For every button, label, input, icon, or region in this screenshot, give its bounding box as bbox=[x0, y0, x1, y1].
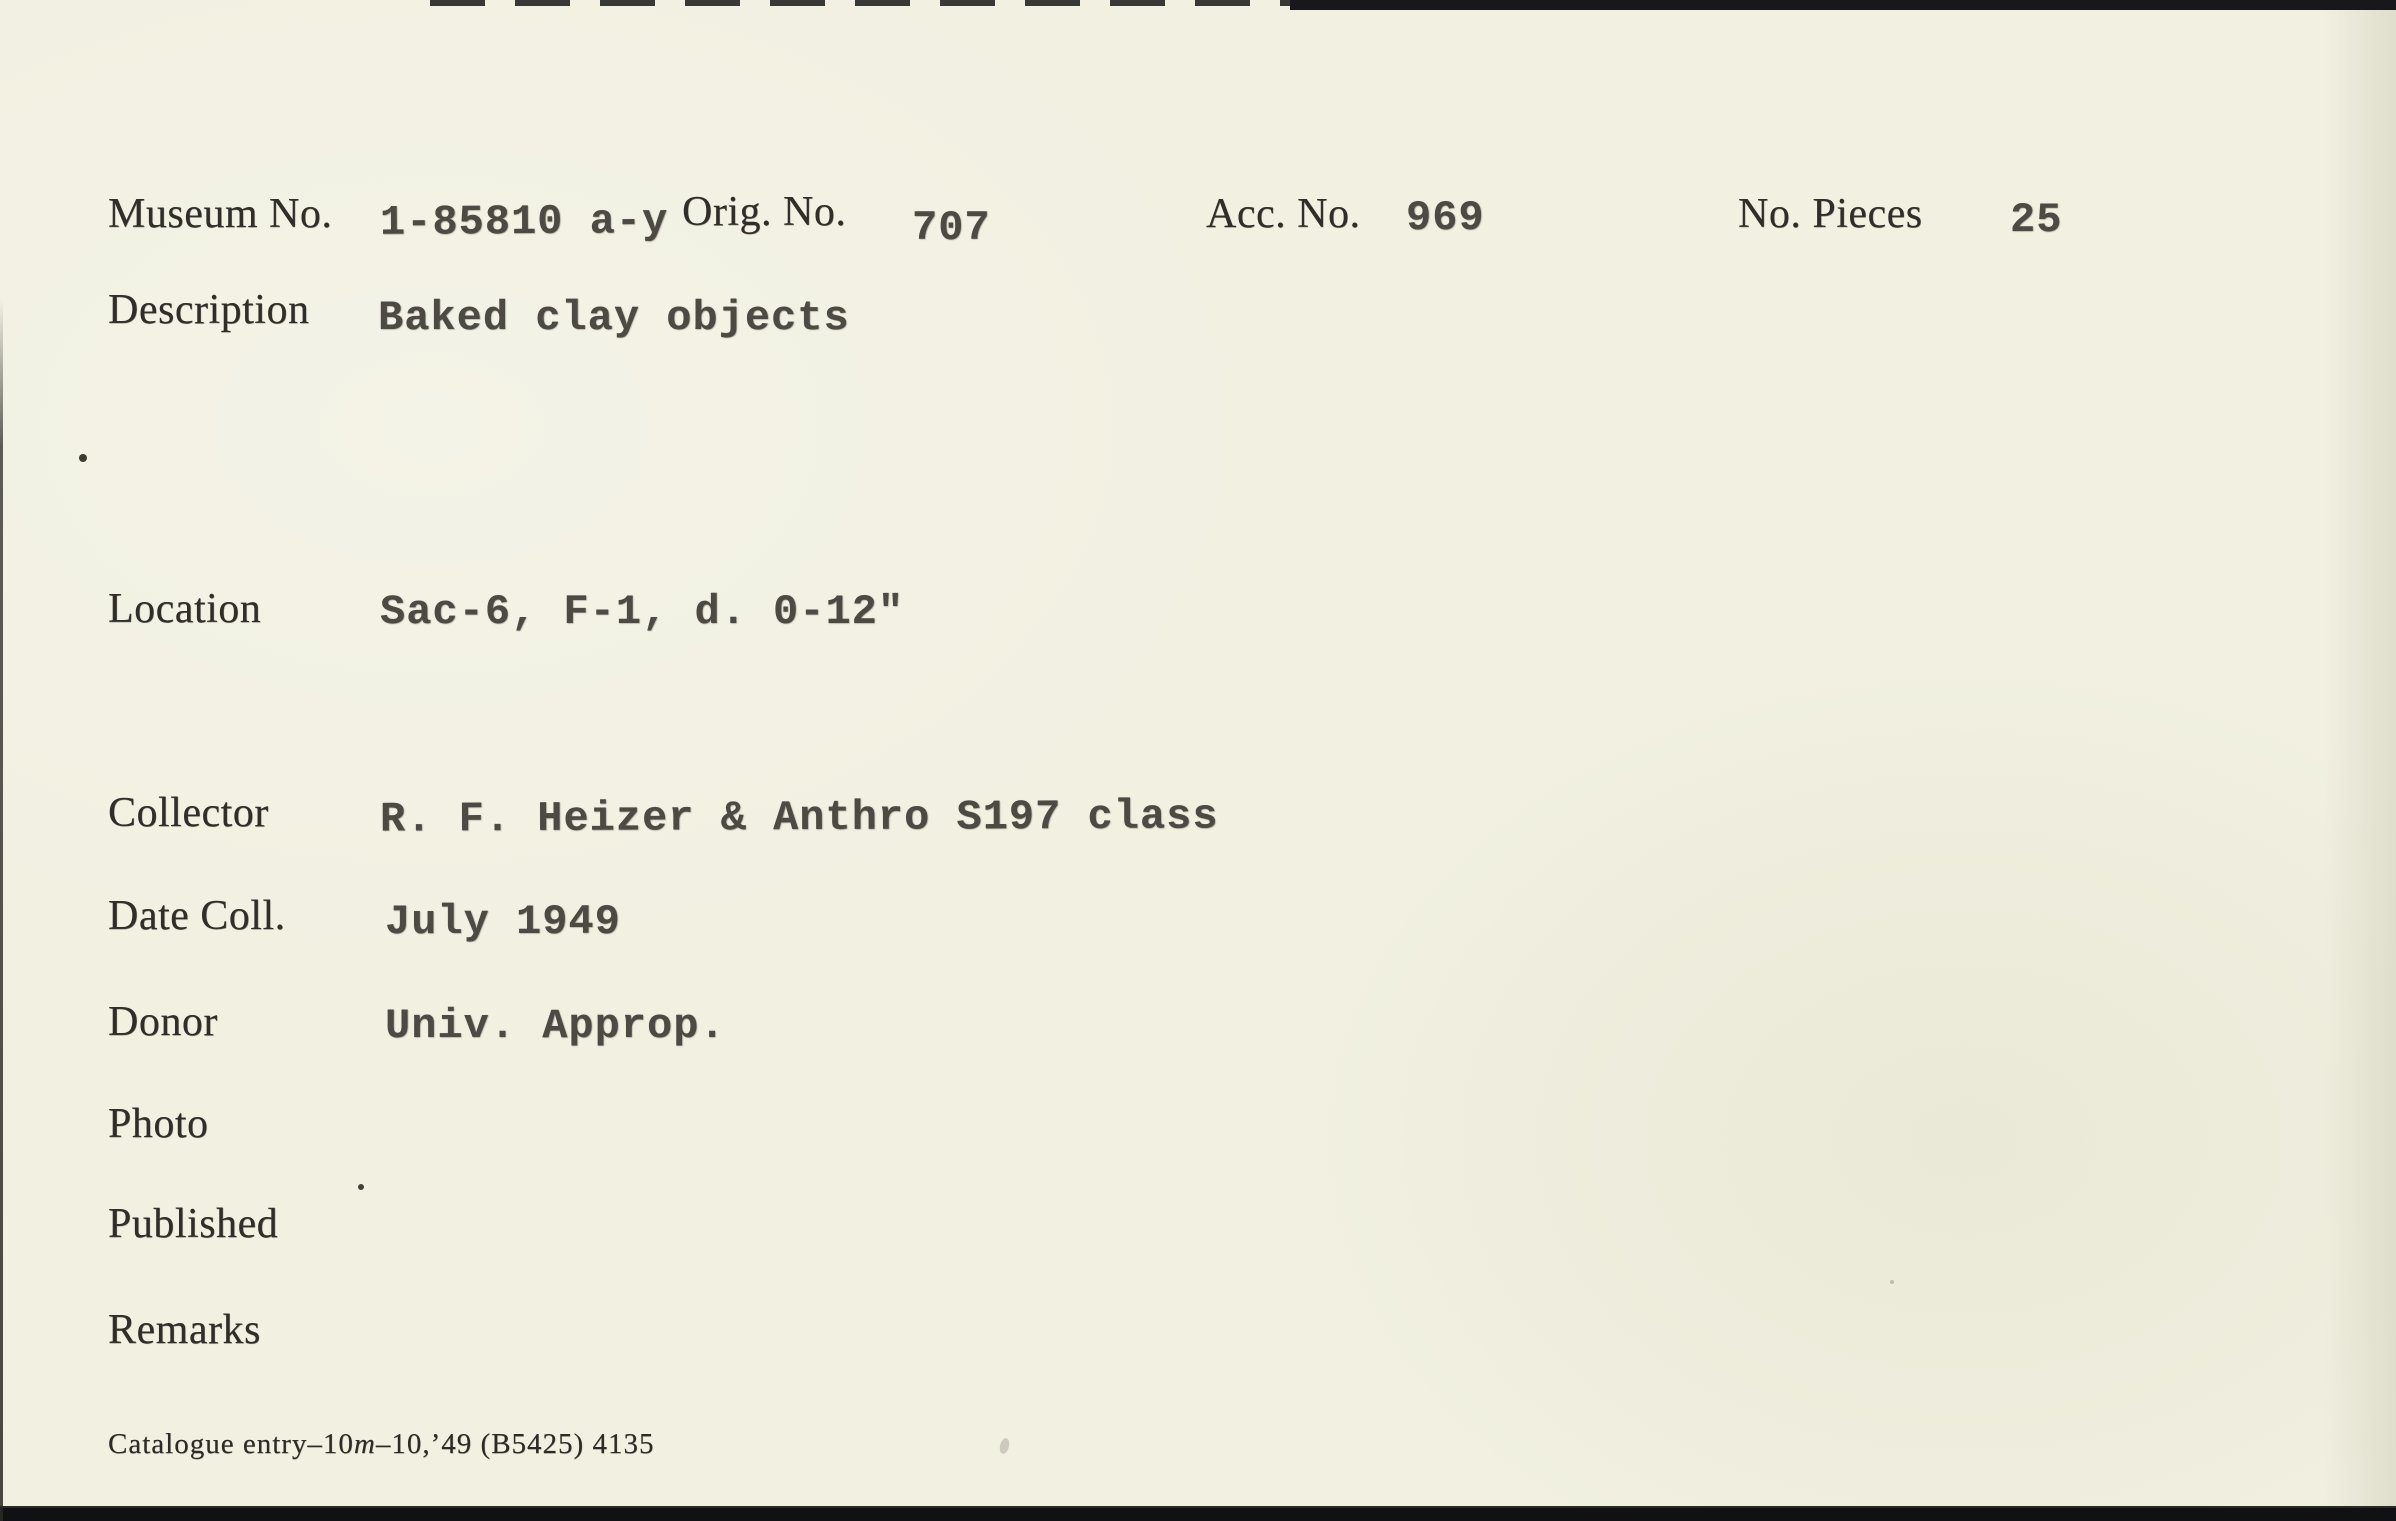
field-label-donor: Donor bbox=[108, 999, 218, 1045]
field-value-no-pieces: 25 bbox=[2010, 196, 2063, 244]
catalogue-entry-note-pre: Catalogue entry–10 bbox=[108, 1428, 354, 1460]
field-label-published: Published bbox=[108, 1201, 279, 1247]
paper-speck bbox=[358, 1184, 364, 1190]
catalogue-entry-note-post: –10,’49 (B5425) 4135 bbox=[375, 1428, 655, 1460]
scan-edge-top bbox=[1290, 0, 2396, 10]
field-value-description: Baked clay objects bbox=[378, 294, 850, 342]
field-value-donor: Univ. Approp. bbox=[385, 1002, 726, 1050]
field-value-museum-no: 1-85810 a-y bbox=[379, 197, 669, 247]
field-label-museum-no: Museum No. bbox=[108, 191, 333, 237]
field-label-acc-no: Acc. No. bbox=[1206, 191, 1361, 237]
scan-edge-bottom bbox=[0, 1506, 2396, 1521]
field-label-no-pieces: No. Pieces bbox=[1738, 191, 1923, 237]
field-label-orig-no: Orig. No. bbox=[682, 189, 847, 235]
paper-speck bbox=[1890, 1280, 1894, 1284]
paper-speck bbox=[79, 454, 87, 462]
field-value-location: Sac-6, F-1, d. 0-12" bbox=[380, 588, 905, 636]
field-label-date-coll: Date Coll. bbox=[108, 893, 286, 939]
field-label-remarks: Remarks bbox=[108, 1307, 261, 1353]
field-label-collector: Collector bbox=[108, 790, 269, 836]
scan-edge-left bbox=[0, 300, 3, 1521]
paper-speck bbox=[998, 1437, 1011, 1455]
scan-edge-top-dashed bbox=[430, 0, 1310, 6]
catalogue-entry-note bbox=[108, 1428, 654, 1461]
field-value-orig-no: 707 bbox=[912, 204, 991, 252]
field-value-date-coll: July 1949 bbox=[385, 898, 621, 946]
field-label-location: Location bbox=[108, 586, 262, 632]
field-value-acc-no: 969 bbox=[1406, 194, 1485, 242]
field-label-description: Description bbox=[108, 287, 310, 333]
field-label-photo: Photo bbox=[108, 1101, 209, 1147]
catalogue-entry-note-italic: m bbox=[353, 1428, 376, 1460]
field-value-collector: R. F. Heizer & Anthro S197 class bbox=[379, 792, 1219, 844]
